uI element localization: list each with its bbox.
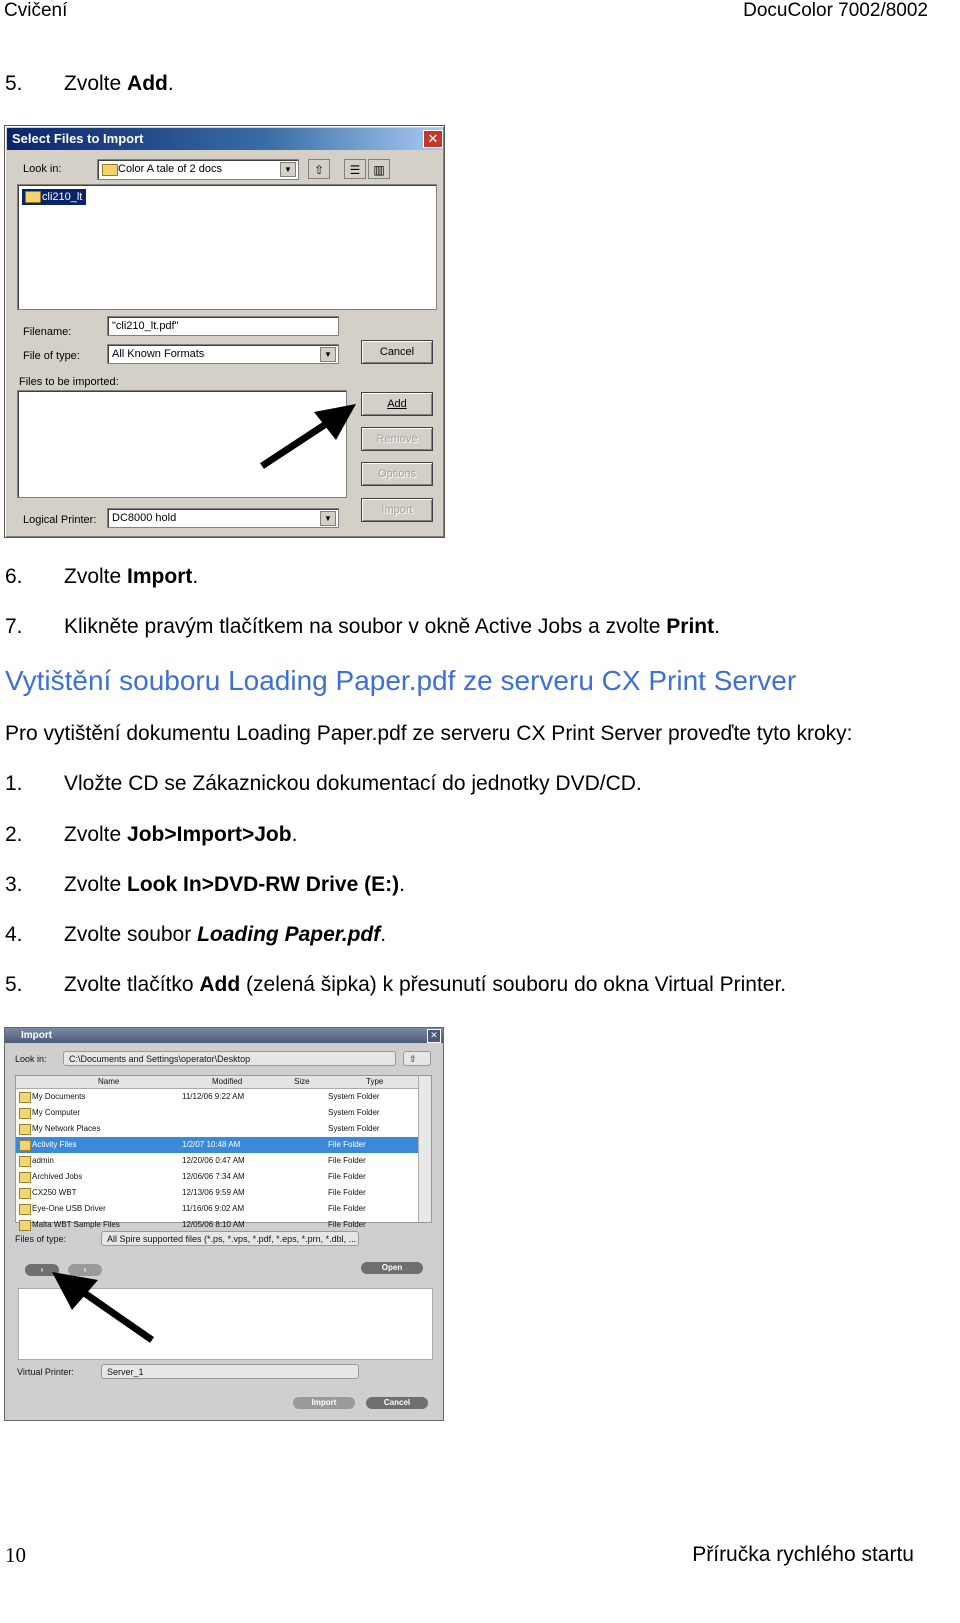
filetype-label: File of type: <box>23 350 80 362</box>
step-text: Zvolte <box>64 873 128 896</box>
filename-label: Filename: <box>23 326 72 338</box>
step-text: Vložte CD se Zákaznickou dokumentací do jednotky DVD/CD. <box>64 772 642 795</box>
dialog-title: Select Files to Import <box>7 128 442 150</box>
selected-file-name: cli210_lt <box>42 191 83 203</box>
step-keyword: Add <box>199 973 241 996</box>
close-icon[interactable]: ✕ <box>423 130 443 148</box>
cell-name: Archived Jobs <box>32 1172 83 1181</box>
import-button[interactable]: Import <box>361 498 433 522</box>
footer-title: Příručka rychlého startu <box>692 1543 914 1566</box>
cell-type: File Folder <box>328 1188 366 1197</box>
list-view-icon[interactable]: ☰ <box>344 159 366 179</box>
remove-button[interactable]: Remove <box>361 427 433 451</box>
cell-modified: 12/13/06 9:59 AM <box>182 1188 245 1197</box>
step-keyword: Import <box>127 565 193 588</box>
logical-printer-label: Logical Printer: <box>23 514 97 526</box>
cancel-button[interactable]: Cancel <box>366 1397 428 1409</box>
step-number: 6. <box>5 565 23 588</box>
column-modified[interactable]: Modified <box>212 1077 243 1086</box>
cell-type: System Folder <box>328 1124 380 1133</box>
up-folder-icon[interactable]: ⇧ <box>403 1051 431 1066</box>
cell-name: admin <box>32 1156 54 1165</box>
cell-type: File Folder <box>328 1156 366 1165</box>
look-in-label: Look in: <box>23 163 62 175</box>
virtual-printer-select[interactable]: Server_1 <box>101 1364 359 1379</box>
virtual-printer-label: Virtual Printer: <box>17 1367 74 1377</box>
cell-modified: 11/16/06 9:02 AM <box>182 1204 245 1213</box>
step-number: 5. <box>5 72 23 95</box>
step-suffix: . <box>399 873 405 896</box>
column-type[interactable]: Type <box>366 1077 384 1086</box>
step-keyword: Job>Import>Job <box>127 823 292 846</box>
cell-modified: 12/05/06 8:10 AM <box>182 1220 245 1229</box>
step-text: Zvolte <box>64 565 128 588</box>
step-number: 3. <box>5 873 23 896</box>
add-button[interactable]: Add <box>361 392 433 416</box>
step-text: Zvolte soubor <box>64 923 198 946</box>
step-number: 2. <box>5 823 23 846</box>
up-folder-icon[interactable]: ⇧ <box>308 159 330 179</box>
cell-type: File Folder <box>328 1204 366 1213</box>
import-button[interactable]: Import <box>293 1397 355 1409</box>
step-keyword: Add <box>127 72 168 95</box>
page-number: 10 <box>5 1543 26 1567</box>
cell-type: File Folder <box>328 1140 366 1149</box>
filetype-select[interactable]: All Spire supported files (*.ps, *.vps, *.pdf, *.eps, *.prn, *.dbl, ... <box>101 1231 359 1246</box>
open-button[interactable]: Open <box>361 1262 423 1274</box>
cell-name: My Computer <box>32 1108 81 1117</box>
step-suffix: . <box>380 923 387 946</box>
chevron-down-icon: ▼ <box>320 347 336 362</box>
header-right: DocuColor 7002/8002 <box>743 0 928 21</box>
cell-modified: 12/06/06 7:34 AM <box>182 1172 245 1181</box>
column-size[interactable]: Size <box>294 1077 310 1086</box>
cell-type: File Folder <box>328 1172 366 1181</box>
chevron-down-icon: ▼ <box>280 162 296 177</box>
look-in-select[interactable]: C:\Documents and Settings\operator\Desktop <box>63 1051 396 1066</box>
step-suffix: . <box>714 615 720 638</box>
intro-text: Pro vytištění dokumentu Loading Paper.pdf ze serveru CX Print Server proveďte tyto kroky: <box>5 722 853 745</box>
cell-type: System Folder <box>328 1092 380 1101</box>
step-suffix: . <box>192 565 199 588</box>
cell-modified: 12/20/06 0:47 AM <box>182 1156 245 1165</box>
cell-name: Malta WBT Sample Files <box>32 1220 120 1229</box>
filetype-label: Files of type: <box>15 1234 67 1244</box>
filename-input[interactable]: "cli210_lt.pdf" <box>107 316 339 336</box>
filetype-value: All Known Formats <box>112 348 205 360</box>
options-button[interactable]: Options <box>361 462 433 486</box>
step-text: Klikněte pravým tlačítkem na soubor v okně Active Jobs a zvolte <box>64 615 667 638</box>
step-number: 1. <box>5 772 23 795</box>
cell-modified: 1/2/07 10:48 AM <box>182 1140 241 1149</box>
add-arrow-button[interactable]: › <box>25 1264 59 1276</box>
look-in-value: Color A tale of 2 docs <box>118 163 222 175</box>
cell-name: Activity Files <box>32 1140 77 1149</box>
step-number: 7. <box>5 615 23 638</box>
cell-name: My Network Places <box>32 1124 101 1133</box>
cell-name: CX250 WBT <box>32 1188 77 1197</box>
logical-printer-value: DC8000 hold <box>112 512 177 524</box>
files-to-import-label: Files to be imported: <box>19 376 119 388</box>
step-text: Zvolte <box>64 823 128 846</box>
column-name[interactable]: Name <box>98 1077 120 1086</box>
step-keyword: Print <box>666 615 715 638</box>
step-text: Zvolte tlačítko <box>64 973 200 996</box>
dialog-title: Import <box>5 1028 443 1043</box>
step-suffix: (zelená šipka) k přesunutí souboru do okna Virtual Printer. <box>240 973 787 996</box>
step-number: 5. <box>5 973 23 996</box>
step-suffix: . <box>291 823 298 846</box>
details-view-icon[interactable]: ▥ <box>368 159 390 179</box>
remove-arrow-button[interactable]: ‹ <box>68 1264 102 1276</box>
step-suffix: . <box>167 72 174 95</box>
cell-name: My Documents <box>32 1092 86 1101</box>
cell-type: System Folder <box>328 1108 380 1117</box>
cell-modified: 11/12/06 9:22 AM <box>182 1092 245 1101</box>
step-keyword: Loading Paper.pdf <box>197 923 381 946</box>
cell-name: Eye-One USB Driver <box>32 1204 106 1213</box>
step-text: Zvolte <box>64 72 128 95</box>
close-icon[interactable]: ✕ <box>427 1029 441 1043</box>
cell-type: File Folder <box>328 1220 366 1229</box>
step-keyword: Look In>DVD-RW Drive (E:) <box>127 873 400 896</box>
cancel-button[interactable]: Cancel <box>361 340 433 364</box>
look-in-label: Look in: <box>15 1054 47 1064</box>
chevron-down-icon: ▼ <box>320 511 336 526</box>
step-number: 4. <box>5 923 23 946</box>
section-heading: Vytištění souboru Loading Paper.pdf ze serveru CX Print Server <box>5 665 797 696</box>
header-left: Cvičení <box>4 0 68 21</box>
